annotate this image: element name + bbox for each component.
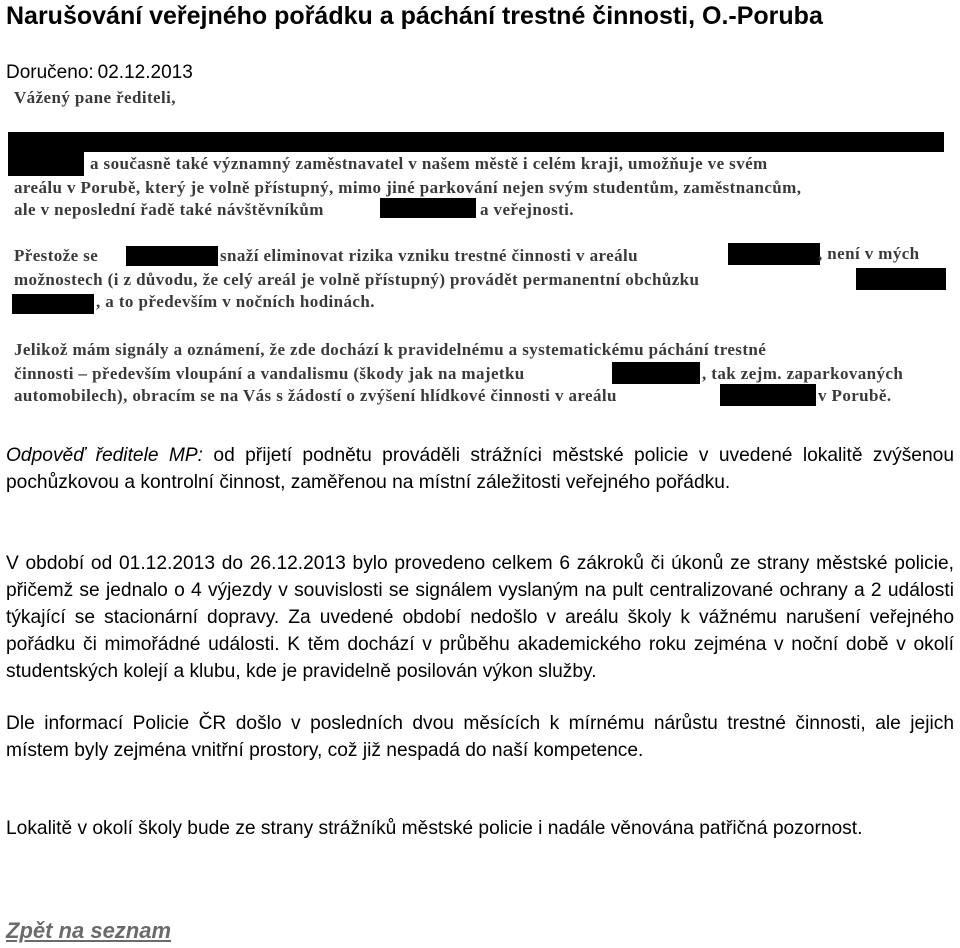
back-to-list-link[interactable]: Zpět na seznam	[6, 918, 172, 943]
page-title: Narušování veřejného pořádku a páchání trestné činnosti, O.-Poruba	[6, 2, 823, 30]
reply-paragraph	[6, 442, 954, 496]
letter-line: a současně také významný zaměstnavatel v našem městě i celém kraji, umožňuje ve svém	[90, 154, 768, 173]
redaction-bar	[612, 362, 700, 384]
reply-paragraph: Dle informací Policie ČR došlo v posledních dvou měsících k mírnému nárůstu trestné činnosti, ale jejich místem byly zejména vnitřní prostory, což již nespadá do naší kompetence.	[6, 713, 954, 761]
letter-line: činnosti – především vloupání a vandalismu (škody jak na majetku	[14, 364, 525, 383]
redaction-bar	[12, 294, 94, 314]
delivery-date: 02.12.2013	[97, 62, 193, 83]
letter-line: možnostech (i z důvodu, že celý areál je volně přístupný) provádět permanentní obchůzku	[14, 270, 700, 289]
redaction-bar	[856, 268, 946, 290]
redaction-bar	[728, 243, 820, 265]
letter-greeting: Vážený pane řediteli,	[14, 88, 176, 107]
reply-text: od přijetí podnětu prováděli strážníci městské policie v uvedené lokalitě zvýšenou pochůzkovou a kontrolní činnost, zaměřenou na místní záležitosti veřejného pořádku.	[6, 445, 954, 493]
letter-line: v Porubě.	[818, 386, 892, 405]
delivery-info	[6, 62, 193, 84]
letter-line: a veřejnosti.	[480, 200, 574, 219]
letter-line: areálu v Porubě, který je volně přístupný, mimo jiné parkování nejen svým studentům, zaměstnancům,	[14, 178, 802, 197]
letter-line: , tak zejm. zaparkovaných	[702, 364, 904, 383]
reply-paragraph: Lokalitě v okolí školy bude ze strany strážníků městské policie i nadále věnována patřičná pozornost.	[6, 818, 863, 839]
letter-line: Jelikož mám signály a oznámení, že zde dochází k pravidelnému a systematickému páchání trestné	[14, 340, 767, 359]
delivery-label: Doručeno:	[6, 62, 94, 83]
redaction-bar	[380, 198, 476, 218]
letter-line: ale v neposlední řadě také návštěvníkům	[14, 200, 324, 219]
redaction-bar	[126, 246, 218, 266]
redaction-bar	[8, 132, 944, 152]
letter-line: Přestože se	[14, 246, 99, 265]
letter-line: , není v mých	[818, 244, 920, 263]
reply-label: Odpověď ředitele MP:	[6, 445, 204, 466]
letter-line: automobilech), obracím se na Vás s žádostí o zvýšení hlídkové činnosti v areálu	[14, 386, 617, 405]
redaction-bar	[8, 152, 84, 176]
letter-line: , a to především v nočních hodinách.	[96, 292, 375, 311]
scanned-letter	[8, 88, 952, 412]
reply-paragraph: V období od 01.12.2013 do 26.12.2013 bylo provedeno celkem 6 zákroků či úkonů ze strany městské policie, přičemž se jednalo o 4 výjezdy v souvislosti se signálem vyslaným na pult centralizované ochrany a 2 události týkající se stacionární dopravy. Za uvedené období nedošlo v areálu školy k vážnému narušení veřejného pořádku či mimořádné události. K těm dochází v průběhu akademického roku zejména v noční době v okolí studentských kolejí a klubu, kde je pravidelně posilován výkon služby.	[6, 553, 954, 682]
redaction-bar	[720, 384, 816, 406]
letter-line: snaží eliminovat rizika vzniku trestné činnosti v areálu	[220, 246, 638, 265]
